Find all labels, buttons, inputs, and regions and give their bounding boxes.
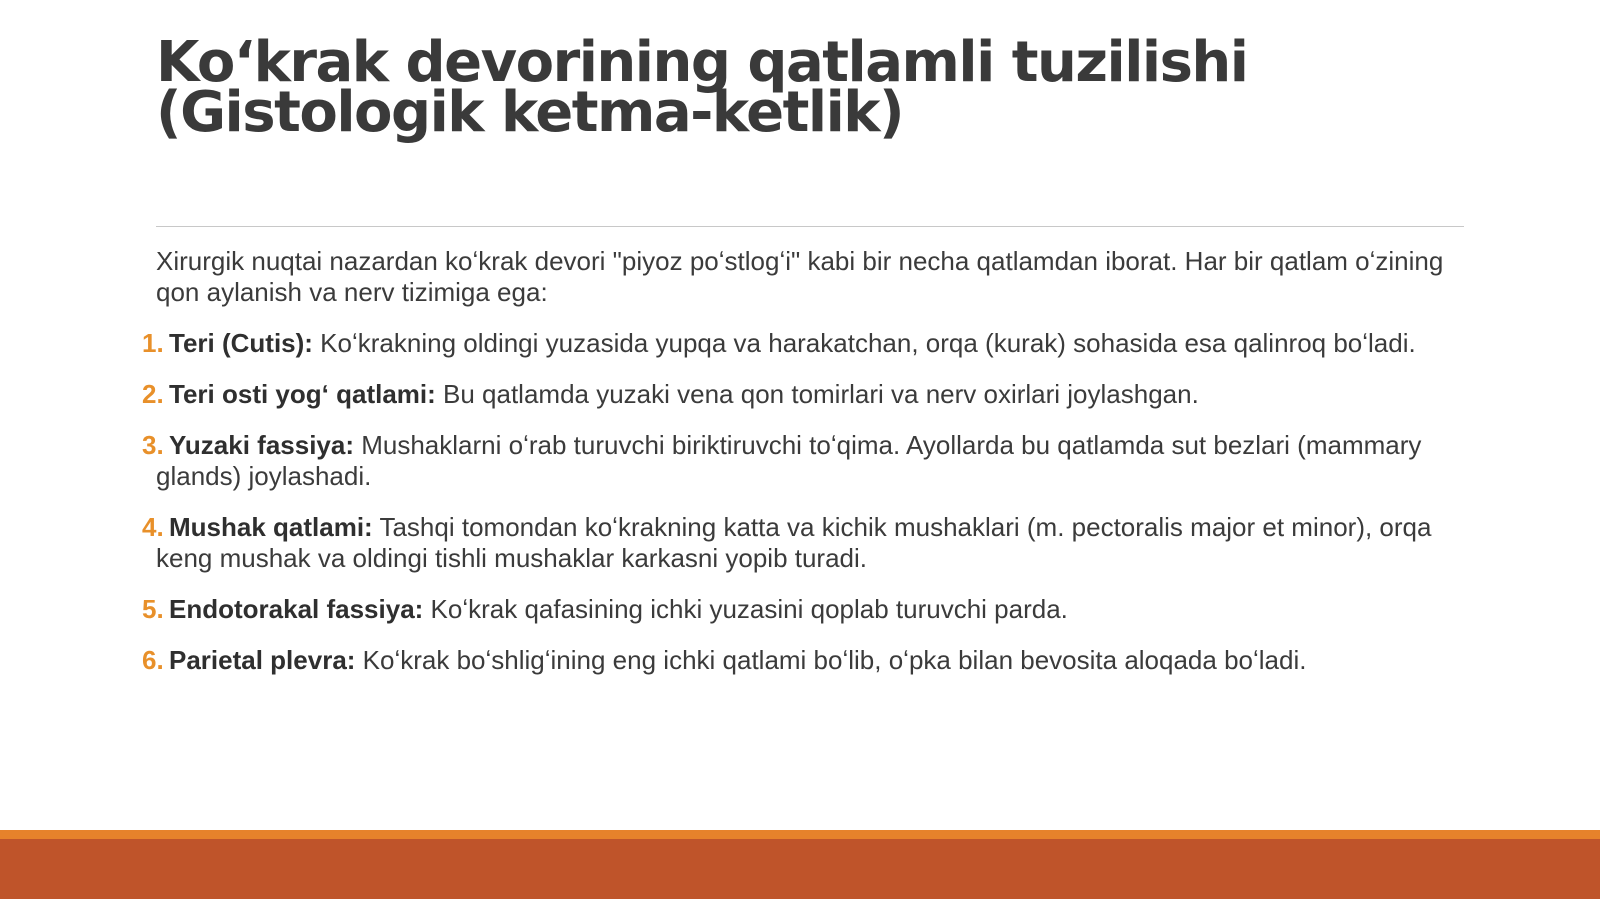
title-divider xyxy=(156,226,1464,227)
slide-title-line-2: (Gistologik ketma-ketlik) xyxy=(156,80,904,145)
list-number: 6. xyxy=(142,645,164,675)
slide-title-line-1: Koʻkrak devorining qatlamli tuzilishi xyxy=(156,30,1248,95)
list-text: Mushaklarni oʻrab turuvchi biriktiruvchi toʻqima. Ayollarda bu qatlamda sut bezlari (mammary glands) joylashadi. xyxy=(156,430,1422,491)
list-text: Koʻkrak boʻshligʻining eng ichki qatlami boʻlib, oʻpka bilan bevosita aloqada boʻladi. xyxy=(355,645,1307,675)
list-term: Teri osti yogʻ qatlami: xyxy=(169,379,436,409)
list-item xyxy=(142,379,1446,410)
list-item xyxy=(142,512,1446,574)
list-text: Koʻkrakning oldingi yuzasida yupqa va harakatchan, orqa (kurak) sohasida esa qalinroq boʻladi. xyxy=(312,328,1416,358)
list-item xyxy=(142,430,1446,492)
list-text: Tashqi tomondan koʻkrakning katta va kichik mushaklari (m. pectoralis major et minor), orqa keng mushak va oldingi tishli mushaklar karkasni yopib turadi. xyxy=(156,512,1432,573)
list-item xyxy=(142,328,1446,359)
layer-list xyxy=(142,328,1446,676)
intro-paragraph: Xirurgik nuqtai nazardan koʻkrak devori "piyoz poʻstlogʻi" kabi bir necha qatlamdan iborat. Har bir qatlam oʻzining qon aylanish va nerv tizimiga ega: xyxy=(156,246,1444,307)
list-number: 5. xyxy=(142,594,164,624)
list-number: 2. xyxy=(142,379,164,409)
slide-title xyxy=(156,30,1456,145)
list-text: Koʻkrak qafasining ichki yuzasini qoplab turuvchi parda. xyxy=(423,594,1068,624)
list-number: 1. xyxy=(142,328,164,358)
list-item xyxy=(142,645,1446,676)
list-term: Teri (Cutis): xyxy=(169,328,313,358)
footer-bar xyxy=(0,830,1600,899)
list-number: 4. xyxy=(142,512,164,542)
list-number: 3. xyxy=(142,430,164,460)
list-term: Mushak qatlami: xyxy=(169,512,373,542)
slide-content xyxy=(142,246,1446,696)
list-term: Endotorakal fassiya: xyxy=(169,594,424,624)
list-text: Bu qatlamda yuzaki vena qon tomirlari va nerv oxirlari joylashgan. xyxy=(435,379,1199,409)
list-term: Yuzaki fassiya: xyxy=(169,430,354,460)
list-item xyxy=(142,594,1446,625)
list-term: Parietal plevra: xyxy=(169,645,356,675)
